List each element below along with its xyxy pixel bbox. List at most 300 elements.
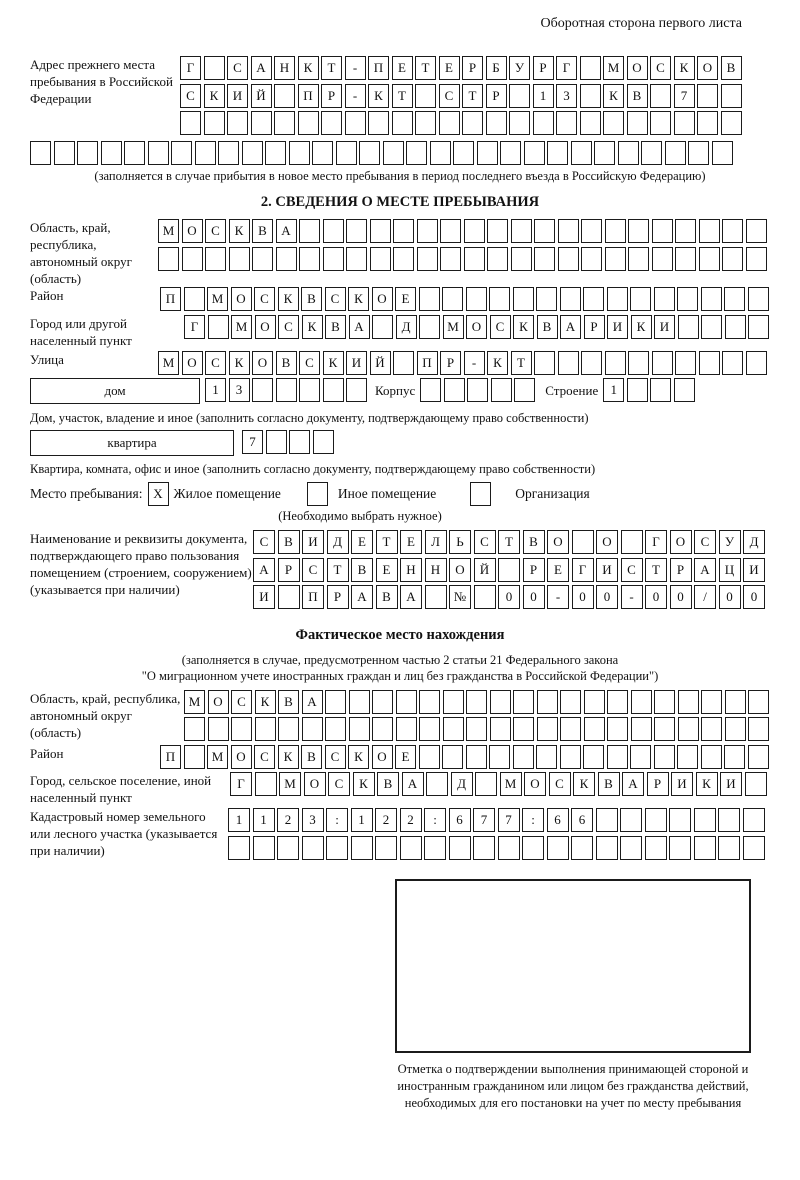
char-cell	[558, 351, 579, 375]
char-cell	[583, 745, 604, 769]
dom-box: дом	[30, 378, 200, 404]
char-cell	[701, 287, 722, 311]
char-cell: С	[302, 558, 324, 582]
char-cell: К	[229, 351, 250, 375]
char-cell: С	[205, 219, 226, 243]
char-cell	[473, 836, 495, 860]
char-cell	[725, 315, 746, 339]
char-cell	[124, 141, 145, 165]
char-cell: Т	[511, 351, 532, 375]
char-cell: Р	[670, 558, 692, 582]
char-cell	[628, 351, 649, 375]
char-cell	[694, 836, 716, 860]
gorod-label: Город или другой населенный пункт	[30, 315, 132, 348]
char-cell	[299, 378, 320, 402]
char-cell	[701, 690, 722, 714]
char-cell	[509, 111, 530, 135]
char-cell: Р	[440, 351, 461, 375]
char-cell	[453, 141, 474, 165]
char-cell	[242, 141, 263, 165]
char-cell	[442, 745, 463, 769]
char-cell	[743, 808, 765, 832]
prev-address-grid	[180, 56, 742, 139]
char-cell	[466, 287, 487, 311]
char-cell	[607, 690, 628, 714]
char-cell	[474, 585, 496, 609]
char-cell: А	[560, 315, 581, 339]
char-cell: Б	[486, 56, 507, 80]
char-cell: С	[299, 351, 320, 375]
char-cell: А	[351, 585, 373, 609]
char-cell: В	[523, 530, 545, 554]
char-cell	[415, 84, 436, 108]
char-cell	[277, 836, 299, 860]
char-cell	[688, 141, 709, 165]
char-cell	[419, 287, 440, 311]
char-cell	[400, 836, 422, 860]
char-cell	[299, 247, 320, 271]
char-cell: Р	[523, 558, 545, 582]
char-cell	[677, 287, 698, 311]
raion-row	[160, 287, 769, 311]
char-cell	[748, 690, 769, 714]
prev-address-row-4	[30, 141, 770, 165]
dom-cells	[205, 378, 367, 402]
char-cell: О	[182, 351, 203, 375]
char-cell	[537, 690, 558, 714]
char-cell: 2	[400, 808, 422, 832]
char-cell	[675, 219, 696, 243]
char-cell	[631, 717, 652, 741]
fact-oblast-grid	[184, 690, 769, 745]
char-cell	[654, 717, 675, 741]
char-cell	[302, 836, 324, 860]
char-cell	[359, 141, 380, 165]
char-cell: В	[537, 315, 558, 339]
char-cell	[513, 745, 534, 769]
char-cell: С	[328, 772, 350, 796]
char-cell	[276, 247, 297, 271]
char-cell	[430, 141, 451, 165]
char-cell	[630, 745, 651, 769]
char-cell	[420, 378, 441, 402]
char-cell	[419, 717, 440, 741]
char-cell	[605, 351, 626, 375]
char-cell: О	[627, 56, 648, 80]
char-cell: М	[158, 219, 179, 243]
char-cell: М	[500, 772, 522, 796]
char-cell: И	[346, 351, 367, 375]
char-cell: К	[298, 56, 319, 80]
char-cell	[650, 84, 671, 108]
char-cell	[631, 690, 652, 714]
char-cell	[346, 219, 367, 243]
char-cell	[205, 247, 226, 271]
char-cell: Д	[396, 315, 417, 339]
char-cell	[417, 247, 438, 271]
char-cell: К	[204, 84, 225, 108]
char-cell: И	[607, 315, 628, 339]
char-cell: -	[464, 351, 485, 375]
char-cell: М	[279, 772, 301, 796]
char-cell: П	[417, 351, 438, 375]
char-cell: К	[323, 351, 344, 375]
char-cell	[560, 745, 581, 769]
char-cell	[326, 836, 348, 860]
char-cell	[368, 111, 389, 135]
char-cell	[556, 111, 577, 135]
char-cell: С	[549, 772, 571, 796]
char-cell	[312, 141, 333, 165]
fact-oblast-row-1	[184, 690, 769, 714]
char-cell: Е	[439, 56, 460, 80]
stamp-caption: Отметка о подтверждении выполнения принимающей стороной и иностранным гражданином или лицом без гражданства действий, необходимых для его постановки на учет по месту пребывания	[397, 1062, 749, 1110]
char-cell	[393, 247, 414, 271]
char-cell: С	[180, 84, 201, 108]
char-cell: А	[276, 219, 297, 243]
char-cell	[748, 717, 769, 741]
char-cell	[513, 287, 534, 311]
char-cell: В	[301, 745, 322, 769]
char-cell: К	[255, 690, 276, 714]
char-cell	[580, 56, 601, 80]
char-cell: М	[207, 287, 228, 311]
char-cell	[443, 690, 464, 714]
char-cell: С	[254, 287, 275, 311]
char-cell	[171, 141, 192, 165]
char-cell: Г	[572, 558, 594, 582]
char-cell	[654, 287, 675, 311]
char-cell: С	[621, 558, 643, 582]
ulitsa-row	[158, 351, 767, 375]
char-cell	[627, 111, 648, 135]
char-cell	[228, 836, 250, 860]
char-cell	[274, 84, 295, 108]
char-cell: К	[302, 315, 323, 339]
fact-gorod-row	[230, 772, 767, 796]
char-cell	[466, 745, 487, 769]
char-cell: Р	[278, 558, 300, 582]
char-cell: А	[349, 315, 370, 339]
char-cell	[477, 141, 498, 165]
dom-block	[30, 378, 770, 406]
char-cell	[396, 717, 417, 741]
char-cell	[701, 717, 722, 741]
char-cell	[195, 141, 216, 165]
kvartira-note: Квартира, комната, офис и иное (заполнить согласно документу, подтверждающему право собственности)	[30, 462, 596, 476]
char-cell	[204, 111, 225, 135]
char-cell: С	[254, 745, 275, 769]
char-cell: В	[721, 56, 742, 80]
ulitsa-block	[30, 351, 770, 379]
char-cell: В	[598, 772, 620, 796]
oblast-label: Область, край, республика, автономный округ (область)	[30, 220, 132, 286]
char-cell: 3	[229, 378, 250, 402]
fact-raion-row	[160, 745, 769, 769]
char-cell	[560, 287, 581, 311]
char-cell	[674, 111, 695, 135]
char-cell: Т	[327, 558, 349, 582]
document-row-3	[253, 585, 765, 609]
char-cell	[266, 430, 287, 454]
char-cell	[581, 247, 602, 271]
char-cell: В	[377, 772, 399, 796]
char-cell	[208, 717, 229, 741]
char-cell	[560, 717, 581, 741]
char-cell: С	[650, 56, 671, 80]
char-cell	[675, 247, 696, 271]
char-cell	[449, 836, 471, 860]
char-cell	[652, 247, 673, 271]
char-cell: О	[372, 745, 393, 769]
char-cell	[724, 745, 745, 769]
char-cell	[253, 836, 275, 860]
char-cell: 0	[670, 585, 692, 609]
char-cell: Р	[462, 56, 483, 80]
char-cell: Т	[462, 84, 483, 108]
char-cell: О	[670, 530, 692, 554]
char-cell	[323, 378, 344, 402]
char-cell: Н	[400, 558, 422, 582]
char-cell	[725, 717, 746, 741]
char-cell: 1	[603, 378, 624, 402]
char-cell	[255, 772, 277, 796]
document-row-1	[253, 530, 765, 554]
mesto-note: (Необходимо выбрать нужное)	[278, 509, 442, 523]
section3-note-1: (заполняется в случае, предусмотренном частью 2 статьи 21 Федерального закона	[181, 652, 619, 667]
document-label: Наименование и реквизиты документа, подтверждающего право пользования помещением (строением, сооружением) (указывается при наличии)	[30, 531, 252, 597]
char-cell: Г	[230, 772, 252, 796]
char-cell	[276, 378, 297, 402]
char-cell: А	[302, 690, 323, 714]
char-cell	[392, 111, 413, 135]
char-cell: В	[376, 585, 398, 609]
char-cell: В	[278, 690, 299, 714]
char-cell	[721, 84, 742, 108]
char-cell: :	[424, 808, 446, 832]
char-cell: 3	[556, 84, 577, 108]
char-cell	[489, 287, 510, 311]
char-cell	[443, 717, 464, 741]
char-cell: С	[231, 690, 252, 714]
char-cell	[475, 772, 497, 796]
char-cell	[511, 247, 532, 271]
char-cell: С	[325, 745, 346, 769]
char-cell: М	[603, 56, 624, 80]
char-cell	[274, 111, 295, 135]
char-cell: С	[490, 315, 511, 339]
oblast-grid	[158, 219, 767, 274]
char-cell: С	[227, 56, 248, 80]
char-cell	[255, 717, 276, 741]
char-cell: К	[229, 219, 250, 243]
char-cell	[415, 111, 436, 135]
char-cell: В	[276, 351, 297, 375]
char-cell	[746, 247, 767, 271]
char-cell: С	[253, 530, 275, 554]
char-cell: Г	[184, 315, 205, 339]
char-cell: И	[671, 772, 693, 796]
char-cell: К	[348, 745, 369, 769]
char-cell	[701, 745, 722, 769]
char-cell	[393, 219, 414, 243]
fact-gorod-block	[30, 772, 770, 806]
char-cell: Н	[425, 558, 447, 582]
char-cell	[442, 287, 463, 311]
char-cell	[425, 585, 447, 609]
char-cell: К	[513, 315, 534, 339]
char-cell: О	[182, 219, 203, 243]
char-cell: Е	[395, 745, 416, 769]
char-cell	[440, 247, 461, 271]
char-cell	[605, 247, 626, 271]
document-grid	[253, 530, 765, 613]
char-cell: С	[325, 287, 346, 311]
char-cell: Й	[251, 84, 272, 108]
char-cell: Т	[376, 530, 398, 554]
char-cell: К	[696, 772, 718, 796]
char-cell	[678, 690, 699, 714]
char-cell	[252, 378, 273, 402]
char-cell: -	[621, 585, 643, 609]
char-cell	[375, 836, 397, 860]
char-cell: Р	[486, 84, 507, 108]
char-cell	[697, 111, 718, 135]
char-cell	[419, 690, 440, 714]
char-cell: 0	[719, 585, 741, 609]
kadastr-grid	[228, 808, 765, 863]
char-cell	[419, 745, 440, 769]
char-cell	[490, 717, 511, 741]
char-cell	[603, 111, 624, 135]
char-cell	[718, 808, 740, 832]
char-cell: П	[302, 585, 324, 609]
char-cell	[581, 219, 602, 243]
char-cell	[697, 84, 718, 108]
char-cell: 1	[533, 84, 554, 108]
char-cell	[444, 378, 465, 402]
char-cell: -	[345, 56, 366, 80]
char-cell	[372, 717, 393, 741]
char-cell: П	[368, 56, 389, 80]
char-cell	[571, 141, 592, 165]
char-cell: /	[694, 585, 716, 609]
char-cell: Т	[498, 530, 520, 554]
char-cell	[724, 287, 745, 311]
char-cell	[419, 315, 440, 339]
char-cell: 7	[674, 84, 695, 108]
char-cell	[466, 717, 487, 741]
char-cell	[346, 247, 367, 271]
char-cell	[580, 84, 601, 108]
char-cell	[464, 247, 485, 271]
char-cell	[537, 717, 558, 741]
char-cell	[721, 111, 742, 135]
char-cell	[470, 482, 491, 506]
char-cell	[722, 219, 743, 243]
char-cell: 0	[523, 585, 545, 609]
prev-address-row-1	[180, 56, 742, 80]
char-cell	[184, 745, 205, 769]
char-cell: О	[449, 558, 471, 582]
char-cell: Г	[180, 56, 201, 80]
char-cell: М	[231, 315, 252, 339]
char-cell	[605, 219, 626, 243]
korpus-cells	[420, 378, 535, 402]
char-cell: К	[674, 56, 695, 80]
char-cell	[534, 219, 555, 243]
ulitsa-label: Улица	[30, 351, 64, 367]
char-cell	[509, 84, 530, 108]
char-cell	[628, 219, 649, 243]
char-cell: Т	[645, 558, 667, 582]
char-cell: 6	[571, 808, 593, 832]
char-cell: И	[596, 558, 618, 582]
char-cell: К	[631, 315, 652, 339]
raion-block	[30, 287, 770, 315]
char-cell	[560, 690, 581, 714]
char-cell	[677, 745, 698, 769]
char-cell	[558, 219, 579, 243]
char-cell	[725, 690, 746, 714]
char-cell	[547, 141, 568, 165]
char-cell: К	[603, 84, 624, 108]
char-cell: К	[278, 287, 299, 311]
char-cell	[743, 836, 765, 860]
char-cell: О	[231, 745, 252, 769]
char-cell: О	[466, 315, 487, 339]
char-cell: 2	[375, 808, 397, 832]
char-cell	[265, 141, 286, 165]
char-cell: Е	[395, 287, 416, 311]
kadastr-label: Кадастровый номер земельного или лесного участка (указывается при наличии)	[30, 809, 218, 858]
char-cell	[536, 287, 557, 311]
gorod-row	[184, 315, 769, 339]
char-cell: Т	[415, 56, 436, 80]
char-cell	[745, 772, 767, 796]
mesto-label: Место пребывания:	[30, 486, 143, 501]
char-cell	[393, 351, 414, 375]
char-cell	[536, 745, 557, 769]
char-cell	[630, 287, 651, 311]
prev-address-row-3	[180, 111, 742, 135]
char-cell	[699, 351, 720, 375]
char-cell: 3	[302, 808, 324, 832]
mesto-block	[30, 482, 770, 506]
char-cell	[665, 141, 686, 165]
char-cell	[547, 836, 569, 860]
char-cell	[746, 351, 767, 375]
char-cell	[584, 690, 605, 714]
char-cell	[628, 247, 649, 271]
char-cell	[513, 690, 534, 714]
char-cell	[321, 111, 342, 135]
char-cell	[77, 141, 98, 165]
org-label: Организация	[515, 486, 590, 501]
char-cell: У	[719, 530, 741, 554]
char-cell: П	[160, 745, 181, 769]
prev-address-note: (заполняется в случае прибытия в новое место пребывания в период последнего въезда в Российскую Федерацию)	[94, 169, 706, 183]
char-cell: К	[348, 287, 369, 311]
char-cell	[158, 247, 179, 271]
char-cell	[513, 717, 534, 741]
stamp-box	[395, 879, 751, 1053]
gorod-block	[30, 315, 770, 349]
char-cell: Р	[533, 56, 554, 80]
fact-raion-block	[30, 745, 770, 773]
char-cell	[490, 690, 511, 714]
char-cell	[370, 219, 391, 243]
